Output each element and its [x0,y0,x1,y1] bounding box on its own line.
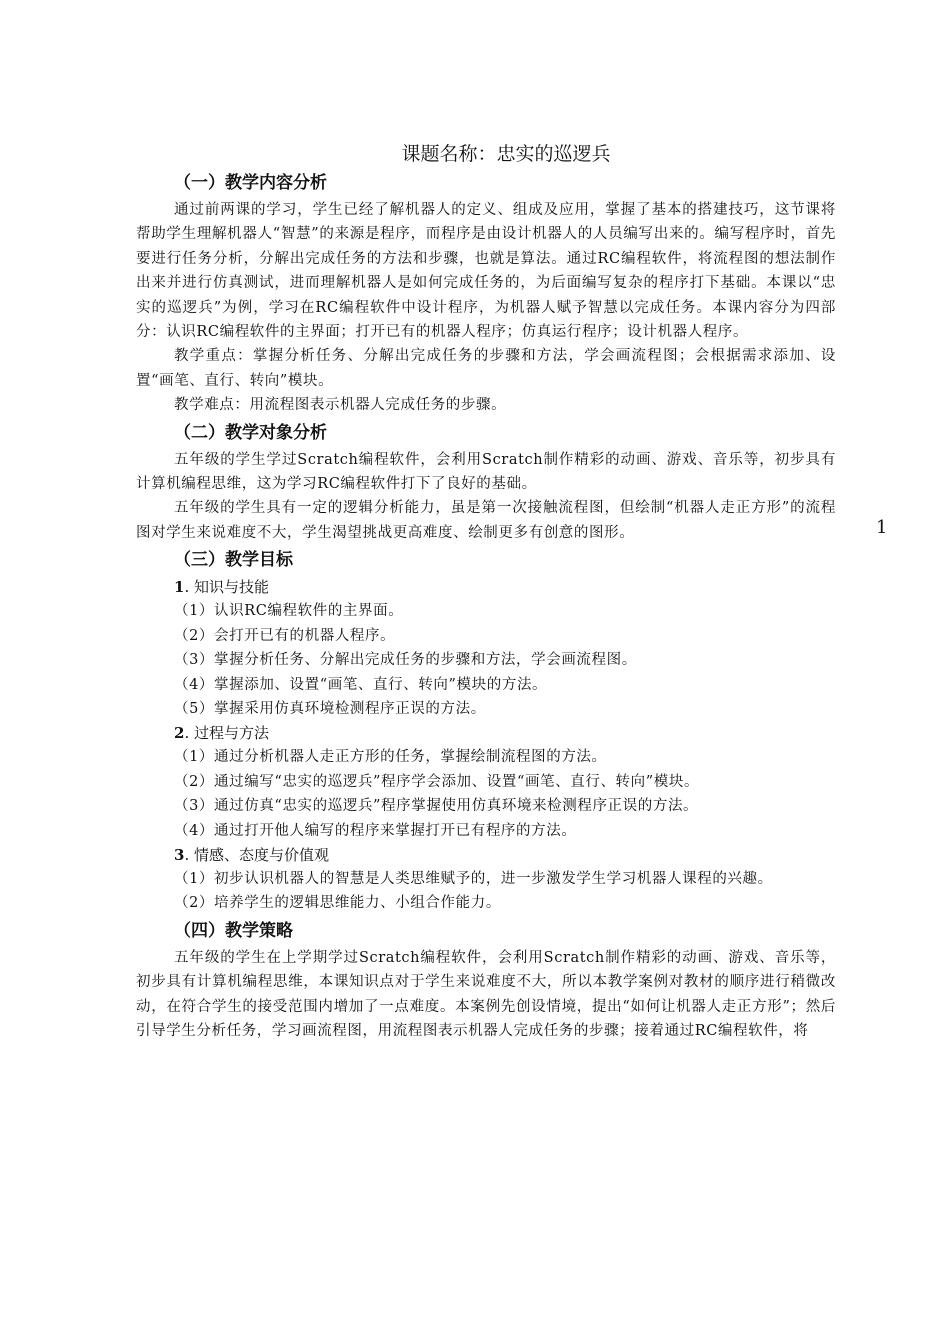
body-paragraph: 五年级的学生在上学期学过Scratch编程软件，会利用Scratch制作精彩的动画、游戏、音乐等，初步具有计算机编程思维，本课知识点对于学生来说难度不大，所以本教学案例对教材的顺序进行稍微改动，在符合学生的接受范围内增加了一点难度。本案例先创设情境，提出“如何让机器人走正方形”；然后引导学生分析任务，学习画流程图，用流程图表示机器人完成任务的步骤；接着通过RC编程软件，将 [136,949,836,1039]
document-body [136,140,836,1043]
list-item: （2）通过编写“忠实的巡逻兵”程序学会添加、设置“画笔、直行、转向”模块。 [174,773,700,790]
section-heading: （三）教学目标 [174,550,293,571]
subsection-number: 3 [174,845,185,864]
subsection-label: . 知识与技能 [184,578,269,597]
list-item: （4）通过打开他人编写的程序来掌握打开已有程序的方法。 [174,822,577,839]
page-title: 课题名称：忠实的巡逻兵 [401,143,611,165]
section-heading: （二）教学对象分析 [174,422,327,443]
body-paragraph: 教学重点：掌握分析任务、分解出完成任务的步骤和方法，学会画流程图；会根据需求添加、设置“画笔、直行、转向”模块。 [136,348,836,389]
section-heading: （一）教学内容分析 [174,173,327,193]
list-item: （1）通过分析机器人走正方形的任务，掌握绘制流程图的方法。 [174,749,607,766]
list-item: （3）掌握分析任务、分解出完成任务的步骤和方法，学会画流程图。 [174,652,637,669]
body-paragraph: 五年级的学生学过Scratch编程软件，会利用Scratch制作精彩的动画、游戏、音乐等，初步具有计算机编程思维，这为学习RC编程软件打下了良好的基础。 [136,451,836,493]
page-number: 1 [876,517,888,538]
subsection-heading [174,721,836,745]
subsection-number: 1 [174,578,185,597]
subsection-number: 2 [174,724,185,743]
list-item: （5）掌握采用仿真环境检测程序正误的方法。 [174,700,486,717]
body-paragraph: 五年级的学生具有一定的逻辑分析能力，虽是第一次接触流程图，但绘制“机器人走正方形”的流程图对学生来说难度不大，学生渴望挑战更高难度、绘制更多有创意的图形。 [136,500,836,541]
list-item: （4）掌握添加、设置“画笔、直行、转向”模块的方法。 [174,676,548,693]
subsection-label: . 过程与方法 [184,724,269,743]
list-item: （1）初步认识机器人的智慧是人类思维赋予的，进一步激发学生学习机器人课程的兴趣。 [174,870,773,887]
subsection-heading [174,575,836,599]
list-item: （2）培养学生的逻辑思维能力、小组合作能力。 [174,895,501,912]
subsection-label: . 情感、态度与价值观 [184,845,329,864]
list-item: （2）会打开已有的机器人程序。 [174,627,396,644]
section-heading: （四）教学策略 [174,920,293,941]
body-paragraph: 教学难点：用流程图表示机器人完成任务的步骤。 [174,397,507,414]
subsection-heading [174,843,836,867]
list-item: （3）通过仿真“忠实的巡逻兵”程序掌握使用仿真环境来检测程序正误的方法。 [174,798,699,815]
body-paragraph: 通过前两课的学习，学生已经了解机器人的定义、组成及应用，掌握了基本的搭建技巧，这节课将帮助学生理解机器人“智慧”的来源是程序，而程序是由设计机器人的人员编写出来的。编写程序时，首先要进行任务分析，分解出完成任务的方法和步骤，也就是算法。通过RC编程软件，将流程图的想法制作出来并进行仿真测试，进而理解机器人是如何完成任务的，为后面编写复杂的程序打下基础。本课以“忠实的巡逻兵”为例，学习在RC编程软件中设计程序，为机器人赋予智慧以完成任务。本课内容分为四部分：认识RC编程软件的主界面；打开已有的机器人程序；仿真运行程序；设计机器人程序。 [136,202,836,341]
list-item: （1）认识RC编程软件的主界面。 [174,603,404,620]
